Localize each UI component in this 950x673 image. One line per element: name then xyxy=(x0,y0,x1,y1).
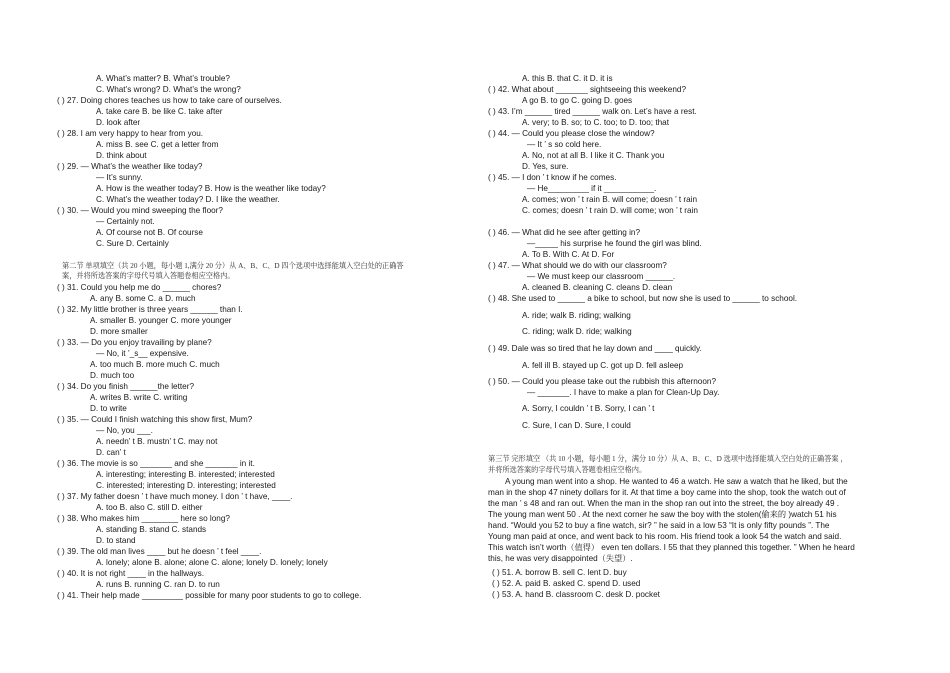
answer-options: C. interested; interesting D. interesting; interested xyxy=(96,481,276,490)
question-32: ( ) 32. My little brother is three years ______ than I. xyxy=(57,305,243,314)
question-38: ( ) 38. Who makes him ________ here so long? xyxy=(57,514,230,523)
answer-options: A. How is the weather today? B. How is the weather like today? xyxy=(96,184,326,193)
question-36: ( ) 36. The movie is so _______ and she _______ in it. xyxy=(57,459,255,468)
answer-options: D. to stand xyxy=(96,536,136,545)
question-35: ( ) 35. — Could I finish watching this show first, Mum? xyxy=(57,415,253,424)
question-48: ( ) 48. She used to ______ a bike to school, but now she is used to ______ to school. xyxy=(488,294,798,303)
answer-options: A. runs B. running C. ran D. to run xyxy=(96,580,220,589)
answer-options: A. ride; walk B. riding; walking xyxy=(522,311,631,320)
question-39: ( ) 39. The old man lives ____ but he doesn ’ t feel ____. xyxy=(57,547,262,556)
answer-options: C. What’s the weather today? D. I like the weather. xyxy=(96,195,280,204)
answer-options: D. Yes, sure. xyxy=(522,162,569,171)
dialogue-line: — No, it ’_s__ expensive. xyxy=(96,349,189,358)
answer-options: A. fell ill B. stayed up C. got up D. fell asleep xyxy=(522,361,684,370)
section-3-heading: 第三节 完形填空 （共 10 小题，每小题 1 分，满分 10 分）从 A、B、C、D 选项中选择能填入空白处的正确答案 ， xyxy=(488,455,848,463)
cloze-passage-line: This watch isn’t worth（值得） even ten dollars. I 55 that they planned this together. ” When he heard xyxy=(488,543,855,552)
dialogue-line: — No, you ___. xyxy=(96,426,153,435)
cloze-passage-line: hand. “Would you 52 to buy a fine watch, sir? ” he said in a low 53 “It is only fifty pounds ”. The xyxy=(488,521,830,530)
answer-options: A. too B. also C. still D. either xyxy=(96,503,203,512)
question-46: ( ) 46. — What did he see after getting in? xyxy=(488,228,641,237)
dialogue-line: — It ’ s so cold here. xyxy=(527,140,602,149)
cloze-passage-line: Young man paid at once, and went back to his room. His friend took a look 54 the watch and said. xyxy=(488,532,842,541)
question-37: ( ) 37. My father doesn ’ t have much money. I don ’ t have, ____. xyxy=(57,492,293,501)
answer-options: A. any B. some C. a D. much xyxy=(90,294,196,303)
question-42: ( ) 42. What about _______ sightseeing this weekend? xyxy=(488,85,686,94)
question-34: ( ) 34. Do you finish ______the letter? xyxy=(57,382,194,391)
answer-options: A. Of course not B. Of course xyxy=(96,228,203,237)
question-29: ( ) 29. — What’s the weather like today? xyxy=(57,162,203,171)
dialogue-line: — Certainly not. xyxy=(96,217,155,226)
answer-options: A. miss B. see C. get a letter from xyxy=(96,140,219,149)
question-53: ( ) 53. A. hand B. classroom C. desk D. pocket xyxy=(492,590,660,599)
dialogue-line: — He_________ if it ___________. xyxy=(527,184,657,193)
answer-options: A. standing B. stand C. stands xyxy=(96,525,207,534)
question-27: ( ) 27. Doing chores teaches us how to take care of ourselves. xyxy=(57,96,282,105)
answer-options: A. needn’ t B. mustn’ t C. may not xyxy=(96,437,218,446)
dialogue-line: —_____ his surprise he found the girl was blind. xyxy=(527,239,702,248)
answer-options: D. much too xyxy=(90,371,135,380)
answer-options: D. think about xyxy=(96,151,147,160)
answer-options: A. this B. that C. it D. it is xyxy=(522,74,613,83)
answer-options: A. Sorry, I couldn ’ t B. Sorry, I can ’ t xyxy=(522,404,655,413)
answer-options: A. lonely; alone B. alone; alone C. alone; lonely D. lonely; lonely xyxy=(96,558,328,567)
answer-options: D. more smaller xyxy=(90,327,148,336)
question-28: ( ) 28. I am very happy to hear from you. xyxy=(57,129,204,138)
dialogue-line: — It’s sunny. xyxy=(96,173,143,182)
cloze-passage-line: A young man went into a shop. He wanted to 46 a watch. He saw a watch that he liked, but the xyxy=(505,477,848,486)
question-30: ( ) 30. — Would you mind sweeping the floor? xyxy=(57,206,223,215)
answer-options: C. Sure D. Certainly xyxy=(96,239,169,248)
cloze-passage-line: man in the shop 47 ninety dollars for it. At that time a boy came into the shop, took the watch out of xyxy=(488,488,846,497)
question-47: ( ) 47. — What should we do with our classroom? xyxy=(488,261,667,270)
answer-options: A. cleaned B. cleaning C. cleans D. clean xyxy=(522,283,673,292)
answer-options: A go B. to go C. going D. goes xyxy=(522,96,633,105)
question-41: ( ) 41. Their help made _________ possible for many poor students to go to college. xyxy=(57,591,362,600)
answer-options: C. Sure, I can D. Sure, I could xyxy=(522,421,631,430)
question-45: ( ) 45. — I don ’ t know if he comes. xyxy=(488,173,617,182)
answer-options: A. writes B. write C. writing xyxy=(90,393,188,402)
answer-options: A. No, not at all B. I like it C. Thank you xyxy=(522,151,665,160)
question-50: ( ) 50. — Could you please take out the rubbish this afternoon? xyxy=(488,377,717,386)
question-49: ( ) 49. Dale was so tired that he lay down and ____ quickly. xyxy=(488,344,702,353)
answer-options: A. interesting; interesting B. interested; interested xyxy=(96,470,275,479)
answer-options: C. What’s wrong? D. What’s the wrong? xyxy=(96,85,241,94)
question-44: ( ) 44. — Could you please close the window? xyxy=(488,129,655,138)
answer-options: D. look after xyxy=(96,118,141,127)
cloze-passage-line: The young man went 50 . At the next corner he saw the boy with the stolen(偷来的 )watch 51 his xyxy=(488,510,837,519)
cloze-passage-line: this, he was very disappointed（失望）. xyxy=(488,554,633,563)
answer-options: A. smaller B. younger C. more younger xyxy=(90,316,232,325)
section-2-heading: 第二节 单项填空（共 20 小题，每小题 1,满分 20 分）从 A、B、C、D 四个选项中选择能填入空白处的正确答 xyxy=(62,262,404,270)
question-52: ( ) 52. A. paid B. asked C. spend D. used xyxy=(492,579,641,588)
dialogue-line: — We must keep our classroom ______. xyxy=(527,272,676,281)
question-43: ( ) 43. I’m ______ tired ______ walk on. Let’s have a rest. xyxy=(488,107,697,116)
question-40: ( ) 40. It is not right ____ in the hallways. xyxy=(57,569,204,578)
answer-options: A. too much B. more much C. much xyxy=(90,360,220,369)
dialogue-line: — _______. I have to make a plan for Clean-Up Day. xyxy=(527,388,720,397)
question-31: ( ) 31. Could you help me do ______ chores? xyxy=(57,283,222,292)
answer-options: A. comes; won ’ t rain B. will come; doesn ’ t rain xyxy=(522,195,698,204)
answer-options: A. What’s matter? B. What’s trouble? xyxy=(96,74,230,83)
answer-options: C. riding; walk D. ride; walking xyxy=(522,327,632,336)
cloze-passage-line: the man ’ s 48 and ran out. When the man in the shop ran out into the street, the boy already 49 . xyxy=(488,499,840,508)
question-51: ( ) 51. A. borrow B. sell C. lent D. buy xyxy=(492,568,627,577)
section-3-instructions: 并将所选答案的字母代号填入答题卷相应空格内。 xyxy=(488,466,647,474)
answer-options: D. to write xyxy=(90,404,127,413)
answer-options: A. very; to B. so; to C. too; to D. too; that xyxy=(522,118,669,127)
answer-options: C. comes; doesn ’ t rain D. will come; won ’ t rain xyxy=(522,206,698,215)
section-2-instructions: 案，并将所选答案的字母代号填入答题卷相应空格内。 xyxy=(62,272,235,280)
answer-options: D. can’ t xyxy=(96,448,126,457)
answer-options: A. To B. With C. At D. For xyxy=(522,250,615,259)
question-33: ( ) 33. — Do you enjoy travailing by plane? xyxy=(57,338,212,347)
answer-options: A. take care B. be like C. take after xyxy=(96,107,223,116)
